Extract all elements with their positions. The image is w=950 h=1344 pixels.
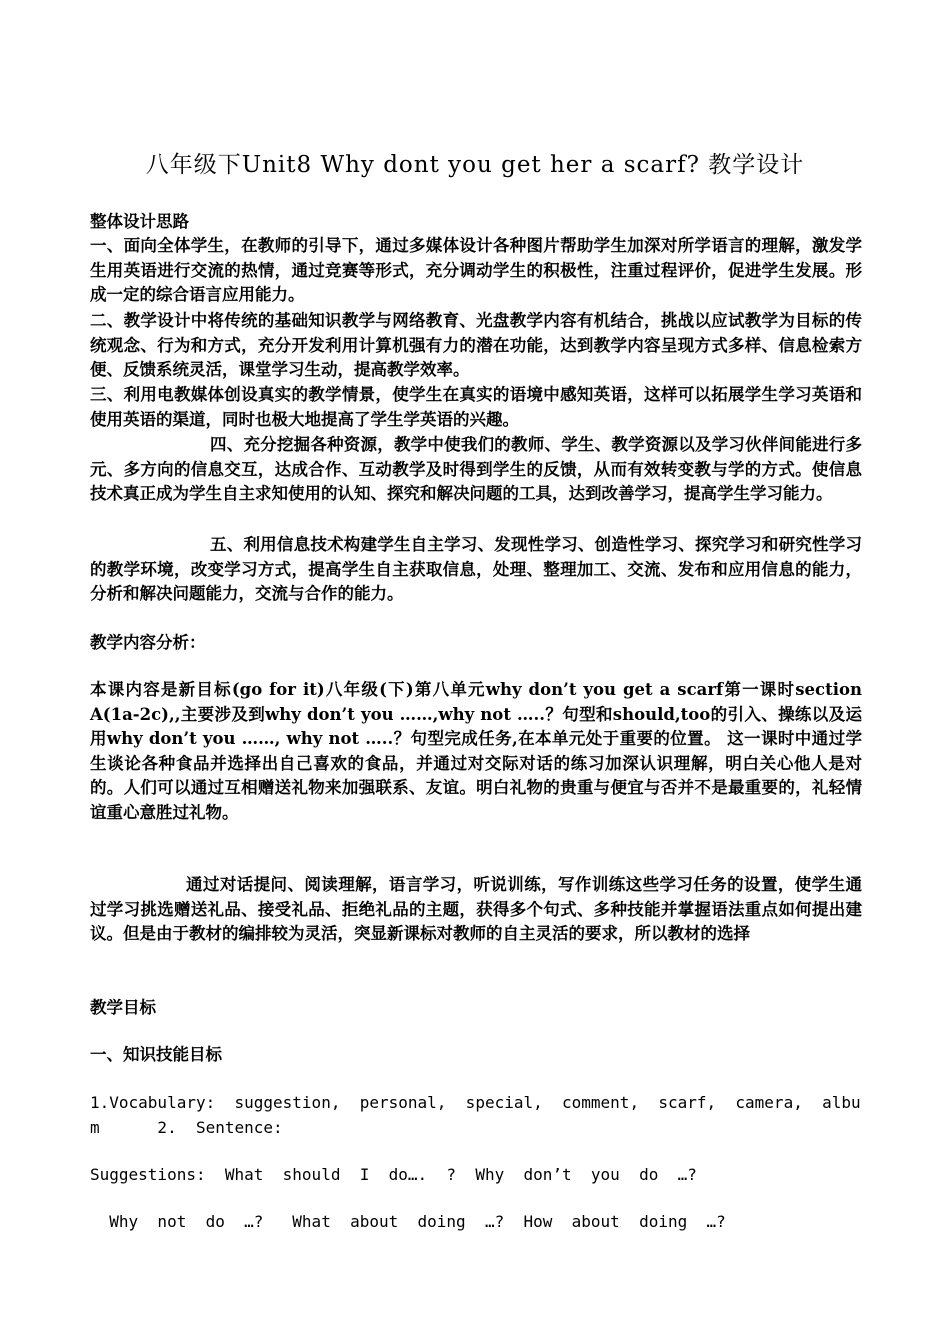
paragraph-content-1: 本课内容是新目标(go for it)八年级(下)第八单元why don’t you get a scarf第一课时section A(1a-2c),,主要涉及到why don’t you ……,why not …..？句型和should,too的引入、操练以及运用why don’t you ……, why not …..？句型完成任务,在本单元处于重要的位置。 这一课时中通过学生谈论各种食品并选择出自己喜欢的食品，并通过对交际对话的练习加深认识理解，明白关心他人是对的。人们可以通过互相赠送礼物来加强联系、友谊。明白礼物的贵重与便宜与否并不是最重要的，礼轻情谊重心意胜过礼物。 bbox=[90, 680, 862, 822]
paragraph-design-2: 二、教学设计中将传统的基础知识教学与网络教育、光盘教学内容有机结合，挑战以应试教学为目标的传统观念、行为和方式，充分开发利用计算机强有力的潜在功能，达到教学内容呈现方式多样、信息检索方便、反馈系统灵活，课堂学习生动，提高教学效率。 bbox=[90, 311, 862, 379]
section-heading-design-ideas: 整体设计思路 bbox=[90, 212, 189, 231]
vocabulary-line-1: 1.Vocabulary: suggestion, personal, special, comment, scarf, camera, albu bbox=[90, 1093, 861, 1112]
vocabulary-line-2: m 2. Sentence: bbox=[90, 1118, 283, 1137]
paragraph-design-1: 一、面向全体学生，在教师的引导下，通过多媒体设计各种图片帮助学生加深对所学语言的理解，激发学生用英语进行交流的热情，通过竞赛等形式，充分调动学生的积极性，注重过程评价，促进学生发展。形成一定的综合语言应用能力。 bbox=[90, 236, 862, 304]
paragraph-design-3: 三、利用电教媒体创设真实的教学情景，使学生在真实的语境中感知英语，这样可以拓展学生学习英语和使用英语的渠道，同时也极大地提高了学生学英语的兴趣。 bbox=[90, 385, 862, 429]
paragraph-content-2: 通过对话提问、阅读理解，语言学习，听说训练，写作训练这些学习任务的设置，使学生通过学习挑选赠送礼品、接受礼品、拒绝礼品的主题，获得多个句式、多种技能并掌握语法重点如何提出建议。但是由于教材的编排较为灵活，突显新课标对教师的自主灵活的要求，所以教材的选择 bbox=[90, 875, 862, 943]
section-heading-teaching-goals: 教学目标 bbox=[90, 998, 156, 1017]
paragraph-design-5: 五、利用信息技术构建学生自主学习、发现性学习、创造性学习、探究学习和研究性学习的教学环境，改变学习方式，提高学生自主获取信息，处理、整理加工、交流、发布和应用信息的能力，分析和解决问题能力，交流与合作的能力。 bbox=[90, 535, 862, 603]
paragraph-design-4: 四、充分挖掘各种资源，教学中使我们的教师、学生、教学资源以及学习伙伴间能进行多元、多方向的信息交互，达成合作、互动教学及时得到学生的反馈，从而有效转变教与学的方式。使信息技术真正成为学生自主求知使用的认知、探究和解决问题的工具，达到改善学习，提高学生学习能力。 bbox=[90, 435, 862, 503]
document-title: 八年级下Unit8 Why dont you get her a scarf? 教学设计 bbox=[145, 152, 805, 178]
subheading-knowledge-skills: 一、知识技能目标 bbox=[90, 1045, 222, 1064]
section-heading-content-analysis: 教学内容分析： bbox=[90, 633, 206, 652]
suggestions-line-1: Suggestions: What should I do…. ? Why don’t you do …? bbox=[90, 1165, 697, 1184]
suggestions-line-2: Why not do …? What about doing …? How about doing …? bbox=[90, 1212, 726, 1231]
